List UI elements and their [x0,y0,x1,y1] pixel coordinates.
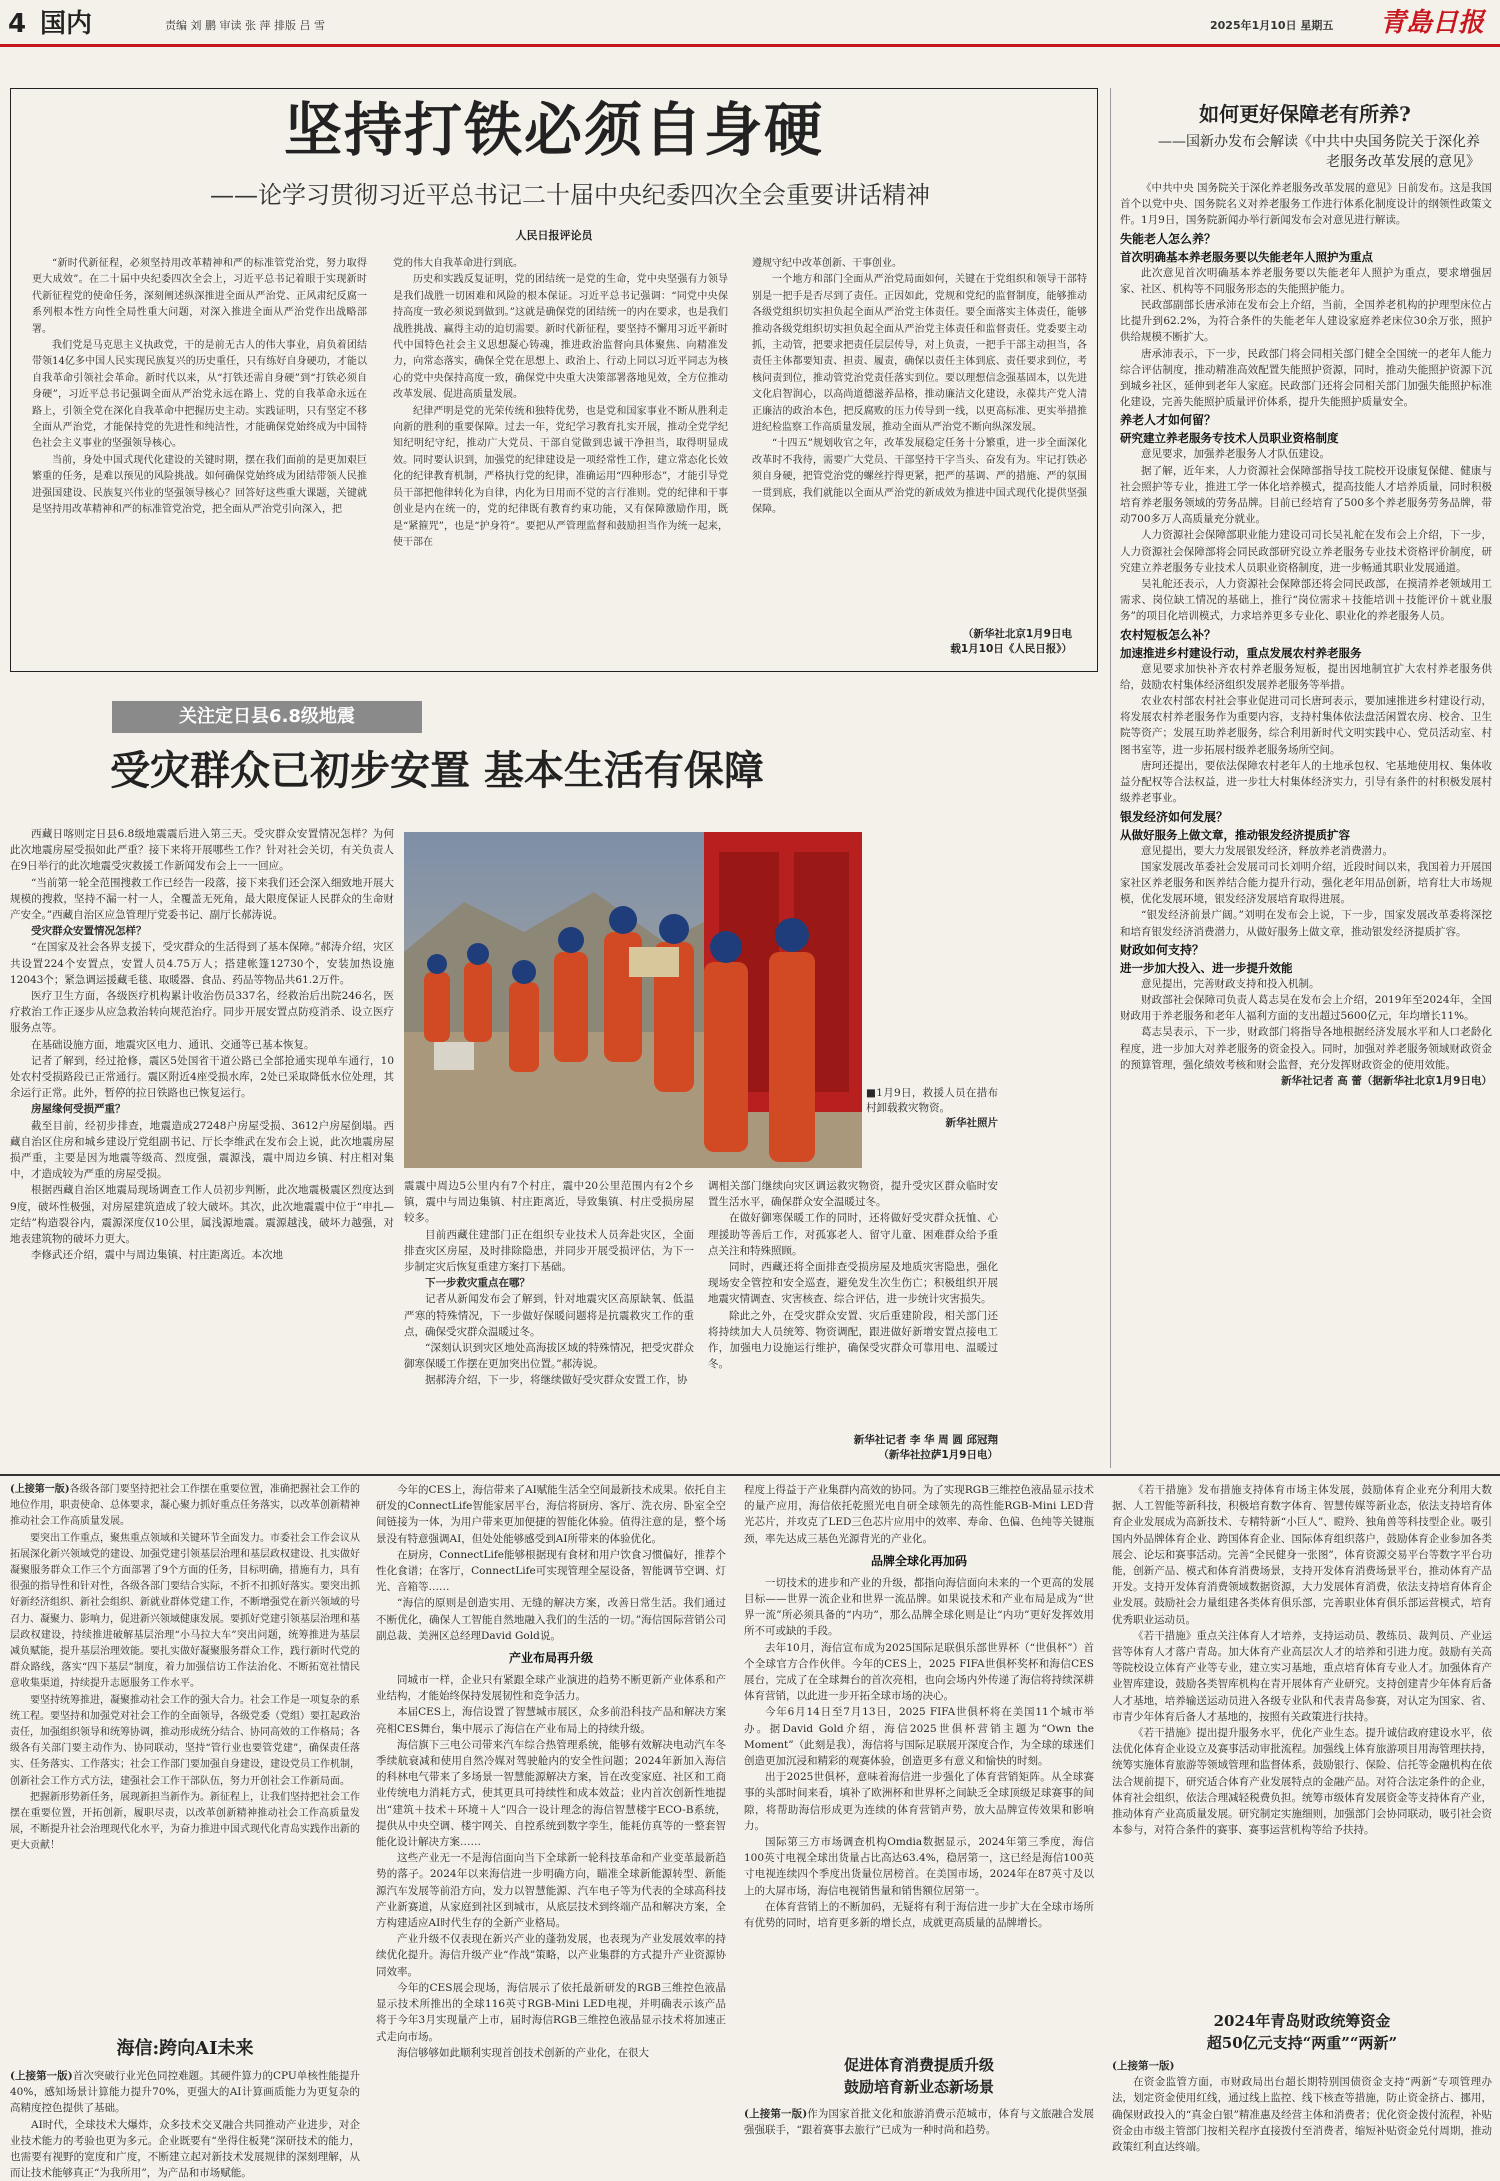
lead-title: 坚持打铁必须自身硬 [283,96,824,164]
header-rule [0,44,1500,47]
elderly-title: 如何更好保障老有所养? [1199,102,1411,126]
lead-column-1: “新时代新征程，必须坚持用改革精神和严的标准管党治党，努力取得更大成效”。在二十届中央纪委四次全会上，习近平总书记着眼于实现新时代新征程党的使命任务，深刻阐述纵深推进全面从严治党、正风肃纪反腐一系列根本性方向性全局性重大问题，对深入推进全面从严治党作出战略部署。 我们党是马克思主义执政党，干的是前无古人的伟大事业，肩负着团结带领14亿多中国人民实现民族复兴的历史重任，只有练好自身硬功，才能以自我革命引领社会革命。新时代以来，从“打铁还需自身硬”到“打铁必须自身硬”，习近平总书记强调全面从严治党永远在路上、党的自我革命永远在路上，引领全党在深化自我革命中把握历史主动。实践证明，只有坚定不移全面从严治党，才能保持党的先进性和纯洁性，才能确保党始终成为中国特色社会主义事业的坚强领导核心。 当前，身处中国式现代化建设的关键时期，摆在我们面前的是更加艰巨繁重的任务，是难以预见的风险挑战。如何确保党始终成为团结带领人民推进强国建设、民族复兴伟业的坚强领导核心？回答好这些重大课题，关键就是坚持用改革精神和严的标准管党治党，把全面从严治党引向深入，把 [32,258,367,516]
lead-credit: （新华社北京1月9日电 载1月10日《人民日报》） [950,628,1072,655]
rescue-photo [404,832,862,1168]
lead-column-2: 党的伟大自我革命进行到底。 历史和实践反复证明，党的团结统一是党的生命，党中央坚强有力领导是我们战胜一切困难和风险的根本保证。习近平总书记强调：“同党中央保持高度一致必须说到做到。”这就是确保党的团结统一的内在要求，也是我们战胜挑战、赢得主动的迫切需要。新时代新征程，要坚持不懈用习近平新时代中国特色社会主义思想凝心铸魂，推进政治监督向具体聚焦、向精准发力，向常态落实，确保全党在思想上、政治上、行动上同以习近平同志为核心的党中央保持高度一致，确保党中央重大决策部署落地见效，全方位推动改革发展、促进高质量发展。 纪律严明是党的光荣传统和独特优势，也是党和国家事业不断从胜利走向新的胜利的重要保障。过去一年，党纪学习教育扎实开展，推动全党学纪知纪明纪守纪，推动广大党员、干部自觉做到忠诚干净担当，取得明显成效。同时要认识到，加强党的纪律建设是一项经常性工作，建立常态化长效化的纪律教育机制，严格执行党的纪律，准确运用“四种形态”，才能引导党员干部把他律转化为自律，内化为日用而不觉的言行准则。党的纪律和干事创业是内在统一的，党的纪律既有教育约束功能，又有保障激励作用，既是“紧箍咒”，也是“护身符”。要把从严管理监督和鼓励担当作为统一起来，使干部在 [393,258,728,548]
haixin-column-b: 今年的CES上，海信带来了AI赋能生活全空间最新技术成果。依托自主研发的ConnectLife智能家居平台，海信将厨房、客厅、洗衣房、卧室全空间链接为一体，为用户带来更加便捷的智能化体验。值得注意的是，整个场景没有特意强调AI，但处处能够感受到AI所带来的体验优化。 在厨房，ConnectLife能够根据现有食材和用户饮食习惯偏好，推荐个性化食谱；在客厅，ConnectLife可实现管理全屋设备，智能调节空调、灯光、音箱等…… “海信的原则是创造实用、无缝的解决方案，改善日常生活。我们通过不断优化，确保人工智能自然地融入我们的生活的一切。”海信国际营销公司副总裁、美洲区总经理David Gold说。 产业布局再升级 同城市一样，企业只有紧跟全球产业演进的趋势不断更新产业体系和产业结构，才能始终保持发展韧性和竞争活力。 本届CES上，海信设置了智慧城市展区，众多前沿科技产品和解决方案亮相CES舞台，集中展示了海信在产业布局上的持续升级。 海信旗下三电公司带来汽车综合热管理系统，能够有效解决电动汽车冬季续航衰减和使用自然冷媒对驾驶舱内的安全性问题；2024年新加入海信的科林电气带来了多场景一智慧能源解决方案，旨在改变家庭、社区和工商业传统电力消耗方式，使其更具可持续性和成本效益；业内首次创新性地提出“建筑＋技术＋环境＋人”四合一设计理念的海信智慧楼宇ECO-B系统，提供从中央空调、楼宇网关、自控系统到数字孪生，能耗仿真等的一整套智能化设计解决方案…… 这些产业无一不是海信面向当下全球新一轮科技革命和产业变革最新趋势的落子。2024年以来海信进一步明确方向，瞄准全球新能源转型、新能源汽车发展等前沿方向，发力以智慧能源、汽车电子等为代表的全球高科技产业新赛道，从家庭到社区到城市，从底层技术到终端产品和解决方案，全方构建适应AI时代生存的全新产业格局。 产业升级不仅表现在新兴产业的蓬勃发展，也表现为产业发展效率的持续优化提升。海信升级产业“作战”策略，以产业集群的方式提升产业资源协同效率。 今年的CES展会现场，海信展示了依托最新研发的RGB三维控色液晶显示技术所推出的全球116英寸RGB-Mini LED电视，并明确表示该产品将于今年3月实现量产上市，届时海信RGB三维控色液晶显示技术将加速正式走向市场。 海信够够如此顺利实现首创技术创新的产业化，在很大 [376,1484,726,2059]
page-number: 4 [8,9,27,39]
section-answer: 进一步加大投入、进一步提升效能 [1120,960,1293,975]
section-question: 农村短板怎么补？ [1120,627,1217,642]
rescue-photo-illustration [404,832,862,1168]
elderly-body: 《中共中央 国务院关于深化养老服务改革发展的意见》日前发布。这是我国首个以党中央、国务院名义对养老服务工作进行体系化制度设计的纲领性政策文件。1月9日，国务院新闻办举行新闻发布会对意见进行解读。 失能老人怎么养？ 首次明确基本养老服务要以失能老年人照护为重点 此次意见首次明确基本养老服务要以失能老年人照护为重点，要求增强居家、社区、机构等不同服务形态的失能照护能力。 民政部副部长唐承沛在发布会上介绍，当前，全国养老机构的护理型床位占比提升到62.2%，为符合条件的失能老年人建设家庭养老床位30余万张，照护供给规模不断扩大。 唐承沛表示，下一步，民政部门将会同相关部门健全全国统一的老年人能力综合评估制度，推动精准高效配置失能照护资源，同时，推动失能照护资源下沉到城乡社区，延伸到老年人家庭。民政部门还将会同相关部门加强失能照护标准化建设，完善失能照护质量评价体系，提升失能照护质量安全。 养老人才如何留？ 研究建立养老服务专技术人员职业资格制度 意见要求，加强养老服务人才队伍建设。 据了解，近年来，人力资源社会保障部指导技工院校开设康复保健、健康与社会照护等专业，推进工学一体化培养模式，提高技能人才培养质量，同时积极培育养老服务领域的劳务品牌。目前已经培育了500多个养老服务劳务品牌，带动700多万人高质量充分就业。 人力资源社会保障部职业能力建设司司长吴礼舵在发布会上介绍，下一步，人力资源社会保障部将会同民政部研究设立养老服务专业技术资格评价制度，研究建立养老服务专业技术人员职业资格制度，进一步畅通其职业发展通道。 吴礼舵还表示，人力资源社会保障部还将会同民政部，在摸清养老领域用工需求、岗位缺工情况的基础上，推行“岗位需求＋技能培训＋技能评价＋就业服务”的项目化培训模式，力求培养更多专业化、职业化的养老服务人员。 农村短板怎么补？ 加速推进乡村建设行动，重点发展农村养老服务 意见要求加快补齐农村养老服务短板，提出因地制宜扩大农村养老服务供给，鼓励农村集体经济组织发展养老服务等举措。 农业农村部农村社会事业促进司司长唐珂表示，要加速推进乡村建设行动，将发展农村养老服务作为重要内容，支持村集体依法盘活闲置农房、校舍、卫生院等资产；发展互助养老服务，综合利用新时代文明实践中心、党员活动室、村图书室等，进一步拓展村级养老服务场所空间。 唐珂还提出，要依法保障农村老年人的土地承包权、宅基地使用权、集体收益分配权等合法权益，进一步壮大村集体经济实力，引导有条件的村积极发展村级养老事业。 银发经济如何发展？ 从做好服务上做文章，推动银发经济提质扩容 意见提出，要大力发展银发经济，释放养老消费潜力。 国家发展改革委社会发展司司长刘明介绍，近段时间以来，我国着力开展国家社区养老服务和医养结合能力提升行动，强化老年用品创新，培育壮大市场规模，优化发展环境，银发经济发展培育取得进展。 “银发经济前景广阔。”刘明在发布会上说，下一步，国家发展改革委将深挖和培育银发经济消费潜力，从做好服务上做文章，推动银发经济提质扩容。 财政如何支持？ 进一步加大投入、进一步提升效能 意见提出，完善财政支持和投入机制。 财政部社会保障司负责人葛志昊在发布会上介绍，2019年至2024年，全国财政用于养老服务和老年人福利方面的支出超过5600亿元，年均增长11%。 葛志昊表示，下一步，财政部门将指导各地根据经济发展水平和人口老龄化程度，进一步加大对养老服务的资金投入。同时，加强对养老服务领域财政资金的预算管理，强化绩效考核和财会监督，充分发挥财政资金的使用效能。 新华社记者 高 蕾（据新华社北京1月9日电） [1120,182,1492,1087]
earthquake-title: 受灾群众已初步安置 基本生活有保障 [110,747,764,794]
section-rule [0,1474,1500,1476]
section-answer: 研究建立养老服务专技术人员职业资格制度 [1120,431,1339,446]
lead-byline: 人民日报评论员 [515,229,593,242]
section-answer: 从做好服务上做文章，推动银发经济提质扩容 [1120,827,1350,842]
earthquake-bottom-column-1: 震震中周边5公里内有7个村庄，震中20公里范围内有2个乡镇，震中与周边集镇、村庄距离近，导致集镇、村庄受损房屋较多。 目前西藏住建部门正在组织专业技术人员奔赴灾区，全面排查灾区房屋，及时排除隐患，并同步开展受损评估，为下一步制定灾后恢复重建方案打下基础。 下一步救灾重点在哪？ 记者从新闻发布会了解到，针对地震灾区高原缺氧、低温严寒的特殊情况，下一步做好保暖问题将是抗震救灾工作的重点，确保受灾群众温暖过冬。 “深刻认识到灾区地处高海拔区域的特殊情况，把受灾群众御寒保暖工作摆在更加突出位置。”郝涛说。 据郝涛介绍，下一步，将继续做好受灾群众安置工作，协 [404,1180,694,1387]
earthquake-tag: 关注定日县6.8级地震 [112,701,422,733]
photo-caption: ■1月9日，救援人员在措布村卸载救灾物资。 新华社照片 [866,1087,998,1129]
earthquake-left-column: 西藏日喀则定日县6.8级地震震后进入第三天。受灾群众安置情况怎样？为何此次地震房屋受损如此严重？接下来将开展哪些工作？针对社会关切，有关负责人在9日举行的此次地震受灾救援工作新闻发布会上一一回应。 “当前第一轮全范围搜救工作已经告一段落，接下来我们还会深入细致地开展大规模的搜救，坚持不漏一村一人，全覆盖无死角，最大限度保证人民群众的生命财产安全。”西藏自治区应急管理厅党委书记、副厅长郝涛说。 受灾群众安置情况怎样？ “在国家及社会各界支援下，受灾群众的生活得到了基本保障。”郝涛介绍，灾区共设置224个安置点，安置人员4.75万人；搭建帐篷12730个，安装加热设施12043个；紧急调运援藏毛毯、取暖器、食品、药品等物品共61.2万件。 医疗卫生方面，各级医疗机构累计收治伤员337名，经救治后出院246名，医疗救治工作正逐步从应急救治转向规范治疗。同步开展安置点防疫消杀、设立医疗服务点等。 在基础设施方面，地震灾区电力、通讯、交通等已基本恢复。 记者了解到，经过抢修，震区5处国省干道公路已全部抢通实现单车通行，10处农村受损路段已正常通行。震区附近4座受损水库，2处已采取降低水位处理，其余运行正常。此外，暂停的拉日铁路也已恢复运行。 房屋缘何受损严重？ 截至目前，经初步排查，地震造成27248户房屋受损、3612户房屋倒塌。西藏自治区住房和城乡建设厅党组副书记、厅长李维武在发布会上说，此次地震房屋损严重，主要是因为地震等级高、烈度强，震源浅，震中周边乡镇、村庄相对集中，才造成较为严重的房屋受损。 根据西藏自治区地震局现场调查工作人员初步判断，此次地震极震区烈度达到9度，破坏性极强，对房屋建筑造成了较大破坏。其次，此次地震震中位于“申扎—定结”构造裂谷内，震源深度仅10公里，属浅源地震。震源越浅，破坏力越强，对地表建筑物的破坏力更大。 李修武还介绍，震中与周边集镇、村庄距离近。本次地 [10,828,394,1262]
issue-date: 2025年1月10日 星期五 [1210,19,1334,32]
page-header [0,0,1500,52]
editor-credits: 责编 刘 鹏 审读 张 萍 排版 吕 雪 [165,19,325,32]
section-question: 失能老人怎么养？ [1120,231,1217,246]
earthquake-credit: 新华社记者 李 华 周 圆 邱冠翔 （新华社拉萨1月9日电） [853,1434,998,1461]
section-question: 财政如何支持？ [1120,942,1205,957]
question-heading: 下一步救灾重点在哪？ [425,1277,530,1290]
masthead-logo: 青島日报 [1380,8,1485,38]
haixin-column-a: (上接第一版)首次突破行业光色同控难题。其硬件算力的CPU单核性能提升40%，感知场景计算能力提升70%，更强大的AI计算画质能力为更复杂的高精度控色提供了基础。 AI时代，全球技术大爆炸，众多技术交叉融合共同推动产业进步，对企业技术能力的考验也更为多元。企业既要有“坐得住板凳”深研技术的能力，也需要有视野的宽度和广度，不断建立起对新技术发展规律的深刻理解，从而让技术能够真正“为我所用”，为产品和市场赋能。 [10,2070,361,2180]
sports-measures: 《若干措施》发布措施支持体育市场主体发展，鼓励体育企业充分利用大数据、人工智能等新科技，积极培育数字体育、智慧传媒等新业态，依法支持培育体育企业发展成为高新技术、专精特新“小巨人”、瞪羚、独角兽等科技型企业。吸引国内外品牌体育企业、跨国体育企业、国际体育组织落户，鼓励体育企业参加各类展会、论坛和赛事活动。完善“全民健身一张图”，体育资源交易平台等数字平台功能，创新产品、模式和体育消费场景，支持开发体育消费场景平台，推动体育产品开发。支持开发体育消费领域数据资源，大力发展体育消费，依法支持培育体育企业发展。鼓励社会力量组建各类体育俱乐部，完善职业体育俱乐部运营模式，培育优秀职业运动员。 《若干措施》重点关注体育人才培养，支持运动员、教练员、裁判员、产业运营等体育人才落户青岛。加大体育产业高层次人才的培养和引进力度。鼓励有关高等院校设立体育产业等专业，建立实习基地，重点培育体育专业人才。加强体育产业智库建设，鼓励各类智库机构在青开展体育产业研究。支持创建青少年体育后备人才基地，培养输送运动员进入各级专业队和代表青岛参赛，对认定为国家、省、市青少年体育后备人才基地的，按照有关政策进行扶持。 《若干措施》提出提升服务水平，优化产业生态。提升诚信政府建设水平，依法优化体育企业设立及赛事活动审批流程。加强线上体育旅游项目用海管理扶持，统筹实施体育旅游等领域管理和监督体系，鼓励银行、保险、信托等金融机构在依法合规前提下，研究适合体育产业发展特点的金融产品。对符合法定条件的企业，体育社会组织，依法合理减轻税费负担。统筹市级体育发展资金等支持体育产业，推动体育产业高质量发展。研究制定实施细则，加强部门会协同联动，吸引社会资本参与，对符合条件的赛事、赛事运营机构等给予扶持。 [1112,1484,1492,1837]
section-answer: 首次明确基本养老服务要以失能老年人照护为重点 [1120,249,1373,264]
finance-title: 2024年青岛财政统筹资金 超50亿元支持“两重”“两新” [1206,2012,1398,2052]
haixin-subheading: 品牌全球化再加码 [870,1553,967,1568]
finance-article: (上接第一版) 在资金监管方面，市财政局出台超长期特别国债资金支持“两新”专项管理办法，划定资金使用红线，通过线上监控、线下核查等措施，防止资金挤占、挪用，确保财政投入的“真金白银”精准惠及经营主体和消费者；优化资金拨付流程，补贴资金由市级主管部门按相关程序直接拨付至消费者，缩短补贴资金兑付周期，推动政策红利直达终端。 [1112,2060,1492,2154]
question-heading: 房屋缘何受损严重？ [31,1103,126,1116]
question-heading: 受灾群众安置情况怎样？ [31,925,147,938]
section-name: 国内 [40,9,93,39]
sports-title: 促进体育消费提质升级 鼓励培育新业态新场景 [843,2056,994,2096]
elderly-subtitle: ——国新办发布会解读《中共中央国务院关于深化养老服务改革发展的意见》 [1158,134,1480,170]
haixin-title: 海信:跨向AI未来 [116,2038,254,2059]
section-question: 养老人才如何留？ [1120,413,1217,428]
section-question: 银发经济如何发展？ [1120,809,1229,824]
haixin-subheading: 产业布局再升级 [508,1651,593,1666]
haixin-column-c: 程度上得益于产业集群内高效的协同。为了实现RGB三维控色液晶显示技术的量产应用，海信依托乾照光电自研全球领先的高性能RGB-Mini LED背光芯片，并攻克了LED三色芯片应用中的效率、寿命、色偏、色纯等关键瓶颈，率先达成三基色光源背光的产业化。 品牌全球化再加码 一切技术的进步和产业的升级，都指向海信面向未来的一个更高的发展目标——世界一流企业和世界一流品牌。如果说技术和产业布局是成为“世界一流”所必须具备的“内功”，那么品牌全球化则是让“内功”更好发挥效用所不可或缺的手段。 去年10月，海信宣布成为2025国际足联俱乐部世界杯（“世俱杯”）首个全球官方合作伙伴。今年的CES上，2025 FIFA世俱杯奖杯和海信CES展台，完成了在全球舞台的首次亮相，也向会场内外传递了海信将持续深耕体育营销，以此进一步开拓全球市场的决心。 今年6月14日至7月13日，2025 FIFA世俱杯将在美国11个城市举办。据David Gold介绍，海信2025世俱杯营销主题为“Own the Moment”（此刻是我），海信将与国际足联展开深度合作，为全球的球迷们创造更加沉浸和精彩的观赛体验，创造更多有意义和愉快的时刻。 出于2025世俱杯，意味着海信进一步强化了体育营销矩阵。从全球赛事的头部时间来看，填补了欧洲杯和世界杯之间缺乏全球顶级足球赛事的间隙，将帮助海信形成更为连续的体育营销声势，放大品牌宣传效果和影响力。 国际第三方市场调查机构Omdia数据显示，2024年第三季度，海信100英寸电视全球出货量占比高达63.4%，稳居第一，这已经是海信100英寸电视连续四个季度出货量位居榜首。在美国市场，2024年在87英寸及以上的大屏市场，海信电视销售量和销售额位居第一。 在体育营销上的不断加码，无疑将有利于海信进一步扩大在全球市场所有优势的同时，培育更多新的增长点，成就更高质量的品牌增长。 [744,1484,1094,1930]
section-answer: 加速推进乡村建设行动，重点发展农村养老服务 [1120,645,1362,660]
column-divider [1110,88,1111,1468]
lead-subtitle: ——论学习贯彻习近平总书记二十届中央纪委四次全会重要讲话精神 [210,181,930,209]
lead-column-3: 遵规守纪中改革创新、干事创业。 一个地方和部门全面从严治党局面如何，关键在于党组织和领导干部特别是一把手是否尽到了责任。正因如此，党规和党纪的监督制度，能够推动各级党组织切实担负起全面从严治党主体责任。要全面落实主体责任，能够推动各级党组织切实担负起全面从严治党主体责任和监督责任。党委要主动抓，主动管，把要求把责任层层传导，对上负责，一把手干部主动担当，各责任主体都要知责、担责、履责，确保以责任主体到底、责任要求到位，考核问责到位，推动管党治党责任落实到位。要以理想信念强基固本，以先进文化启智润心，以高尚道德滋养品格，推动廉洁文化建设，永葆共产党人清正廉洁的政治本色，把反腐败的压力传导到一线，以更高标准、更实举措推进纪检监察工作高质量发展，推动全面从严治党不断向纵深发展。 “十四五”规划收官之年，改革发展稳定任务十分繁重，进一步全面深化改革时不我待，需要广大党员、干部坚持干字当头、奋发有为。牢记打铁必须自身硬，把管党治党的螺丝拧得更紧，把严的基调、严的措施、严的氛围一贯到底，我们就能以全面从严治党的新成效为推进中国式现代化提供坚强保障。 [752,258,1087,516]
sports-lead: (上接第一版)作为国家首批文化和旅游消费示范城市，体育与文旅融合发展强强联手，“跟着赛事去旅行”已成为一种时尚和趋势。 [744,2108,1095,2137]
continued-article: (上接第一版)各级各部门要坚持把社会工作摆在重要位置，准确把握社会工作的地位作用，职责使命、总体要求，凝心聚力抓好重点任务落实，以改革创新精神推动社会工作高质量发展。 要突出工作重点，聚焦重点领域和关键环节全面发力。市委社会工作会议从拓展深化新兴领域党的建设、加强党建引领基层治理和基层政权建设、扎实做好凝聚服务群众工作三个方面部署了9个方面的任务，目标明确，措施有力，具有很强的指导性和针对性，各级各部门要结合实际，不折不扣抓好落实。要突出抓好新经济组织、新社会组织、新就业群体党建工作，不断增强党在新兴领域的号召力、凝聚力、影响力，促进新兴领域健康发展。要抓好党建引领基层治理和基层政权建设，持续推进破解基层治理“小马拉大车”突出问题，统筹推进为基层减负赋能，提升基层治理效能。要扎实做好凝聚服务群众工作，践行新时代党的群众路线，落实“四下基层”制度，着力加强信访工作法治化、不断拓宽社情民意收集渠道，持续提升志愿服务工作水平。 要坚持统筹推进，凝聚推动社会工作的强大合力。社会工作是一项复杂的系统工程。要坚持和加强党对社会工作的全面领导，各级党委（党组）要扛起政治责任，加强组织领导和统筹协调，推动形成统分结合、协同高效的工作格局；各级各有关部门要主动作为、协同联动，坚持“管行业也要管党建”，确保责任落实、任务落实、工作落实；社会工作部门要加强自身建设，建设党员工作机制，创新社会工作方式方法，建强社会工作干部队伍，努力开创社会工作新局面。 把握新形势新任务，展现新担当新作为。新征程上，让我们坚持把社会工作摆在重要位置，开拓创新，履职尽责，以改革创新精神推动社会工作高质量发展，不断提升社会治理现代化水平，为奋力推进中国式现代化青岛实践作出新的更大贡献！ [10,1484,361,1852]
earthquake-bottom-column-2: 调相关部门继续向灾区调运救灾物资，提升受灾区群众临时安置生活水平，确保群众安全温暖过冬。 在做好御寒保暖工作的同时，还将做好受灾群众抚恤、心理援助等善后工作，对孤寡老人、留守儿童、困难群众给予重点关注和特殊照顾。 同时，西藏还将全面排查受损房屋及地质灾害隐患，强化现场安全管控和安全巡查，避免发生次生伤亡；积极组织开展地震灾情调查、灾害核查、综合评估，进一步统计灾害损失。 除此之外，在受灾群众安置、灾后重建阶段，相关部门还将持续加大人员统筹、物资调配，跟进做好新增安置点接电工作，加强电力设施运行维护，确保受灾群众可靠用电、温暖过冬。 [708,1180,998,1371]
